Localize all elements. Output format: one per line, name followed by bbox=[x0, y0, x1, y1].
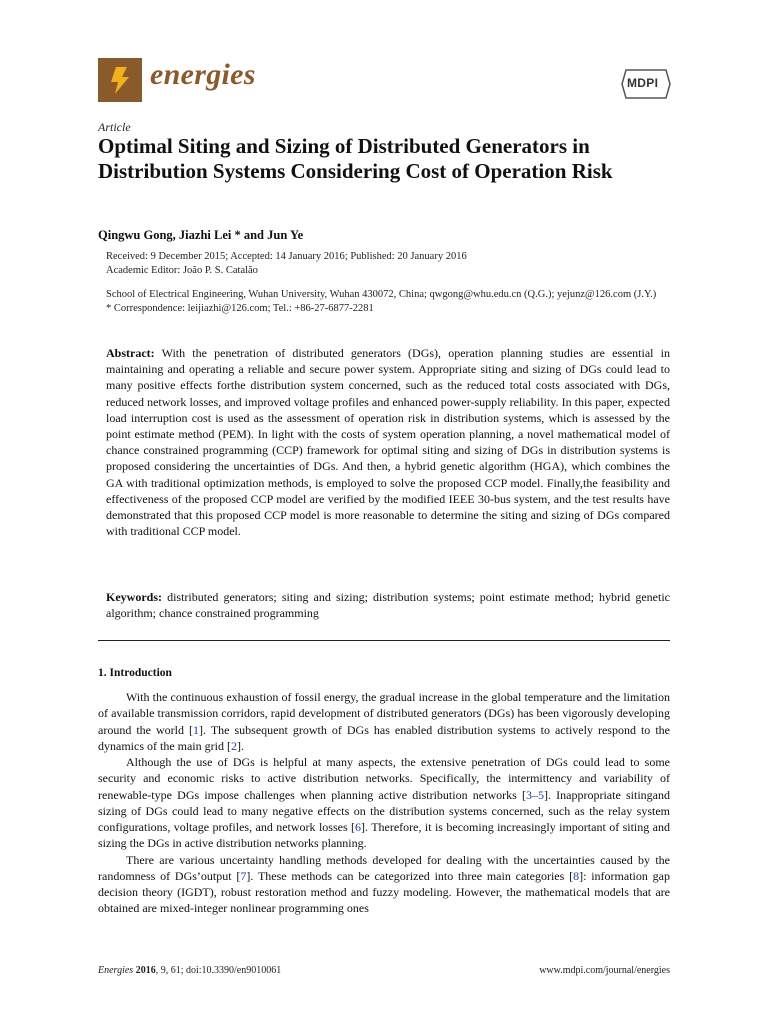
keywords-text: distributed generators; siting and sizing; distribution systems; point estimate method; hybrid genetic algorithm; chance constrained programming bbox=[106, 590, 670, 621]
publication-info bbox=[106, 250, 671, 278]
article-title: Optimal Siting and Sizing of Distributed Generators in Distribution Systems Considering Cost of Operation Risk bbox=[98, 134, 613, 183]
publication-dates: Received: 9 December 2015; Accepted: 14 January 2016; Published: 20 January 2016 bbox=[106, 251, 467, 262]
citation-link[interactable]: 2 bbox=[230, 738, 237, 753]
affiliation: School of Electrical Engineering, Wuhan University, Wuhan 430072, China; qwgong@whu.edu.cn (Q.G.); yejunz@126.com (J.Y.) bbox=[106, 289, 657, 300]
introduction-body bbox=[98, 689, 670, 917]
lightning-bolt-icon bbox=[98, 58, 142, 102]
paragraph: With the continuous exhaustion of fossil energy, the gradual increase in the global temperature and the limitation of available transmission corridors, rapid development of distributed generators (DGs) has been vigorously developing around the world [1]. The subsequent growth of DGs has enabled distribution systems to actively respond to the dynamics of the main grid [2]. bbox=[98, 690, 670, 753]
divider bbox=[98, 640, 670, 641]
citation-link[interactable]: 3–5 bbox=[525, 787, 544, 802]
journal-name: energies bbox=[150, 58, 256, 91]
footer-doi: , 9, 61; doi:10.3390/en9010061 bbox=[155, 965, 282, 976]
abstract bbox=[106, 345, 670, 539]
citation-link[interactable]: 7 bbox=[240, 868, 247, 883]
affiliation-block bbox=[106, 288, 671, 316]
publisher-name: MDPI bbox=[627, 76, 659, 90]
author-list: Qingwu Gong, Jiazhi Lei * and Jun Ye bbox=[98, 228, 304, 242]
citation-link[interactable]: 1 bbox=[193, 722, 200, 737]
citation-link[interactable]: 6 bbox=[355, 820, 362, 834]
keywords-label: Keywords: bbox=[106, 590, 162, 604]
correspondence: * Correspondence: leijiazhi@126.com; Tel.: +86-27-6877-2281 bbox=[106, 303, 374, 314]
section-heading: 1. Introduction bbox=[98, 667, 172, 679]
keywords bbox=[106, 589, 670, 621]
paragraph: There are various uncertainty handling methods developed for dealing with the uncertainties caused by the randomness of DGs’output [7]. These methods can be categorized into three main categories [8]: information gap decision theory (IGDT), robust restoration method and fuzzy modeling. However, the mathematical models that are obtained are mixed-integer nonlinear programming ones bbox=[98, 852, 670, 916]
footer-year: 2016 bbox=[135, 965, 156, 976]
academic-editor: Academic Editor: João P. S. Catalão bbox=[106, 265, 258, 276]
footer-citation bbox=[98, 965, 281, 976]
abstract-label: Abstract: bbox=[106, 346, 155, 360]
abstract-text: With the penetration of distributed generators (DGs), operation planning studies are essential in maintaining and operating a reliable and secure power system. Appropriate siting and sizing of DGs could lead to many positive effects forthe distribution system concerned, such as the reduced total costs associated with DGs, reduced network losses, and improved voltage profiles and enhanced power-supply reliability. In this paper, expected load interruption cost is used as the assessment of operation risk in distribution systems, which is assessed by the point estimate method (PEM). In light with the costs of system operation planning, a novel mathematical model of chance constrained programming (CCP) framework for optimal siting and sizing of DGs in distribution systems is proposed considering the uncertainties of DGs. And then, a hybrid genetic algorithm (HGA), which combines the GA with traditional optimization methods, is employed to solve the proposed CCP model. Finally,the feasibility and effectiveness of the proposed CCP model are verified by the modified IEEE 30-bus system, and the test results have demonstrated that this proposed CCP model is more reasonable to determine the siting and sizing of DGs compared with traditional CCP model. bbox=[106, 346, 670, 539]
article-type: Article bbox=[98, 120, 131, 134]
citation-link[interactable]: 8 bbox=[573, 868, 580, 883]
footer-journal: Energies bbox=[98, 965, 134, 976]
footer-url[interactable]: www.mdpi.com/journal/energies bbox=[539, 965, 670, 976]
paragraph: Although the use of DGs is helpful at many aspects, the extensive penetration of DGs could lead to some security and economic risks to active distribution networks. Specifically, the intermittency and variability of renewable-type DGs impose challenges when planning active distribution networks [3–5]. Inappropriate sitingand sizing of DGs could lead to many negative effects on the distribution systems concerned, such as the relay system configurations, voltage profiles, and network losses [6]. Therefore, it is becoming increasingly important of siting and sizing the DGs in active distribution networks planning. bbox=[98, 755, 670, 851]
